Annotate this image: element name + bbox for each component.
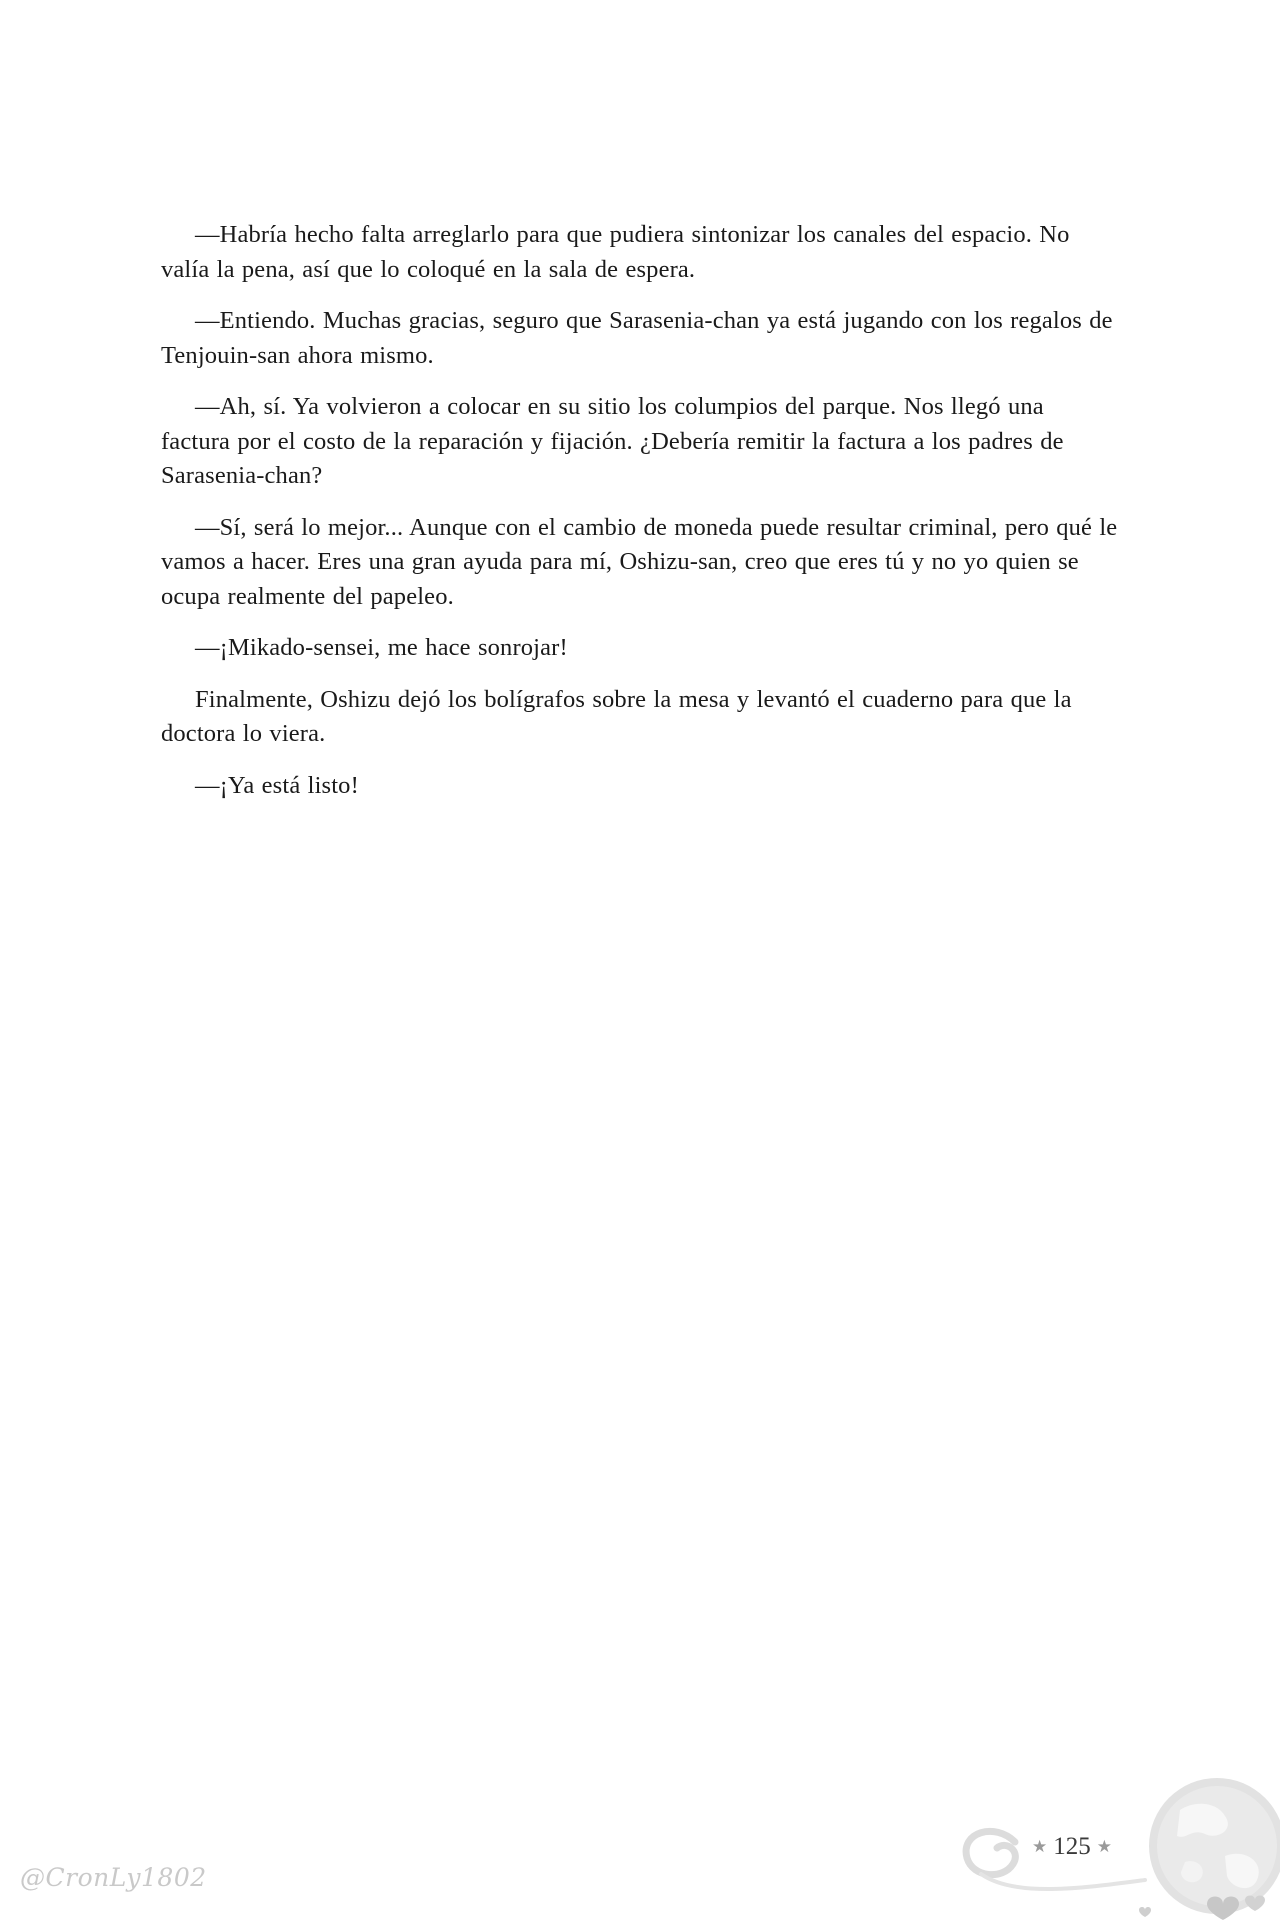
paragraph: —Habría hecho falta arreglarlo para que pudiera sintonizar los canales del espacio. No valía la pena, así que lo coloqué en la sala de espera. <box>161 221 1070 283</box>
page-number: 125 <box>1053 1833 1091 1860</box>
star-icon: ★ <box>1096 1836 1112 1857</box>
paragraph: Finalmente, Oshizu dejó los bolígrafos sobre la mesa y levantó el cuaderno para que la doctora lo viera. <box>161 685 1072 747</box>
watermark-text: @CronLy1802 <box>20 1863 207 1892</box>
page-number-area <box>1022 1830 1122 1864</box>
paragraph: —Ah, sí. Ya volvieron a colocar en su sitio los columpios del parque. Nos llegó una factura por el costo de la reparación y fijación. ¿Debería remitir la factura a los padres de Sarasenia-chan? <box>161 393 1064 489</box>
paragraph: —¡Mikado-sensei, me hace sonrojar! <box>195 634 568 661</box>
body-text <box>161 218 1119 820</box>
paragraph: —Sí, será lo mejor... Aunque con el cambio de moneda puede resultar criminal, pero qué le vamos a hacer. Eres una gran ayuda para mí, Oshizu-san, creo que eres tú y no yo quien se ocupa realmente del papeleo. <box>161 513 1118 610</box>
star-icon: ★ <box>1032 1836 1048 1857</box>
paragraph: —Entiendo. Muchas gracias, seguro que Sarasenia-chan ya está jugando con los regalos de Tenjouin-san ahora mismo. <box>161 307 1113 369</box>
paragraph: —¡Ya está listo! <box>195 771 359 799</box>
